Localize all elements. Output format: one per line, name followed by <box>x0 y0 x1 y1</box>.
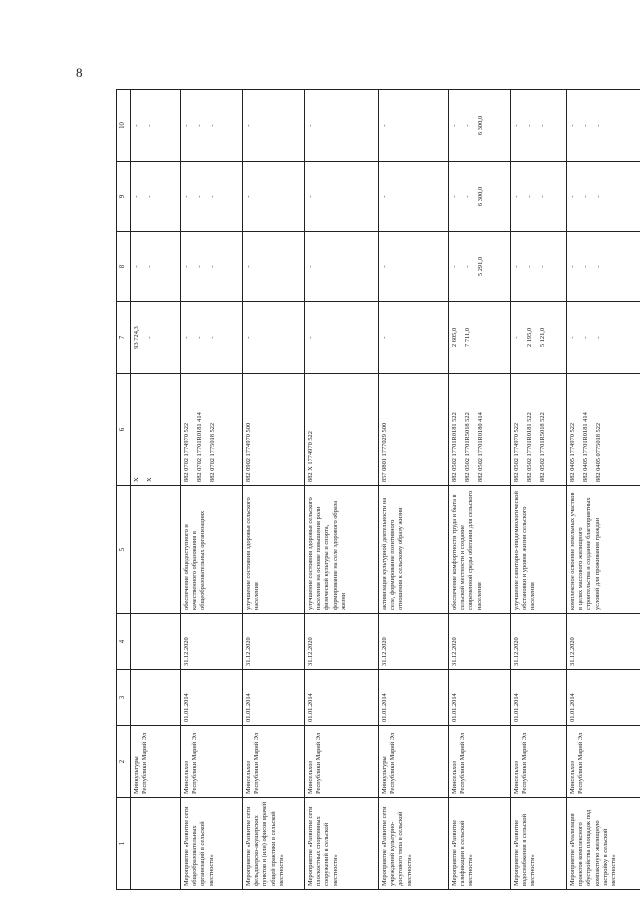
amount-2016-cell <box>379 162 449 232</box>
amount-value: - <box>582 124 590 127</box>
amount-2017-cell <box>243 90 305 162</box>
amount-value: - <box>381 124 388 127</box>
executor-cell: Минсельхоз Республики Марий Эл <box>243 726 305 798</box>
budget-code-cell <box>379 374 449 486</box>
expected-result-cell: улучшение состояния здоровья сельского населения на основе повышения роли физической культуры и спорта, формирование на селе здорового образа жизни <box>305 486 379 614</box>
table-row <box>181 90 243 890</box>
amount-value: - <box>209 195 217 198</box>
budget-code-cell <box>449 374 511 486</box>
start-date-cell: 01.01.2014 <box>511 670 567 726</box>
column-number: 8 <box>117 232 131 302</box>
end-date-cell: 31.12.2020 <box>379 614 449 670</box>
amount-value: 93 724,3 <box>133 326 140 349</box>
budget-code: 882 0502 1774970 522 <box>513 422 520 482</box>
budget-code-cell <box>181 374 243 486</box>
amount-value: - <box>245 265 252 268</box>
amount-2015-cell <box>379 232 449 302</box>
end-date-cell: 31.12.2020 <box>511 614 567 670</box>
amount-2016-cell <box>243 162 305 232</box>
amount-2014-cell <box>243 302 305 374</box>
amount-2017-cell <box>379 90 449 162</box>
column-number: 6 <box>117 374 131 486</box>
rotated-table-container <box>116 90 636 890</box>
amount-value: 2 605,0 <box>451 327 458 348</box>
amount-2014-cell <box>181 302 243 374</box>
budget-code: 882 0405 1774970 522 <box>569 422 576 482</box>
amount-2017-cell <box>449 90 511 162</box>
amount-value: - <box>146 195 154 198</box>
amount-value: - <box>513 265 520 268</box>
budget-code: 882 0902 1774970 500 <box>245 422 252 482</box>
budget-code: 882 0502 17701R5018 522 <box>539 412 547 482</box>
amount-value: - <box>569 265 576 268</box>
executor-cell: Минсельхоз Республики Марий Эл <box>511 726 567 798</box>
amount-2016-cell <box>131 162 181 232</box>
expected-result-cell: активизация культурной деятельности на селе, формирование позитивного отношения к сельскому образу жизни <box>379 486 449 614</box>
activity-name-cell: Мероприятие «Развитие сети фельдшерско-акушерских пунктов и (или) офисов врачей общей практики в сельской местности» <box>243 798 305 890</box>
amount-2016-cell <box>181 162 243 232</box>
amount-value: - <box>307 195 314 198</box>
column-number: 10 <box>117 90 131 162</box>
column-number: 3 <box>117 670 131 726</box>
executor-cell: Минкультуры Республики Марий Эл <box>131 726 181 798</box>
executor-cell: Минкультуры Республики Марий Эл <box>379 726 449 798</box>
column-number-row <box>117 90 131 890</box>
budget-code: 882 X 1774970 522 <box>307 431 314 482</box>
end-date-cell: 31.12.2020 <box>305 614 379 670</box>
amount-2014-cell <box>305 302 379 374</box>
amount-value: - <box>451 124 458 127</box>
amount-2017-cell <box>131 90 181 162</box>
budget-code: 882 0702 1775018 522 <box>209 422 217 482</box>
amount-value: - <box>595 336 603 339</box>
budget-code-cell <box>131 374 181 486</box>
table-row <box>379 90 449 890</box>
amount-value: - <box>582 265 590 268</box>
table-row <box>243 90 305 890</box>
table-row <box>305 90 379 890</box>
amount-value: - <box>451 265 458 268</box>
amount-value: - <box>595 265 603 268</box>
amount-value: - <box>464 124 472 127</box>
amount-value: - <box>526 195 534 198</box>
amount-value: - <box>569 124 576 127</box>
amount-value: - <box>133 195 140 198</box>
amount-value: - <box>381 336 388 339</box>
column-number: 7 <box>117 302 131 374</box>
amount-value: 5 121,0 <box>539 327 547 348</box>
expected-result-cell: улучшение состояния здоровья сельского населения <box>243 486 305 614</box>
start-date-cell: 01.01.2014 <box>379 670 449 726</box>
amount-value: - <box>513 195 520 198</box>
amount-value: 6 300,0 <box>477 186 485 207</box>
amount-2017-cell <box>567 90 640 162</box>
activity-name-cell: Мероприятие «Развитие сети общеобразовательных организаций в сельской местности» <box>181 798 243 890</box>
program-activities-table <box>116 89 640 890</box>
end-date-cell: 31.12.2020 <box>567 614 640 670</box>
column-number: 9 <box>117 162 131 232</box>
amount-value: - <box>245 336 252 339</box>
amount-value: - <box>183 124 190 127</box>
amount-value: - <box>595 124 603 127</box>
amount-value: - <box>183 195 190 198</box>
executor-cell: Минсельхоз Республики Марий Эл <box>181 726 243 798</box>
amount-value: - <box>146 124 154 127</box>
budget-code: 882 0502 17701R5018 522 <box>464 412 472 482</box>
amount-value: - <box>381 265 388 268</box>
table-row <box>131 90 181 890</box>
column-number: 2 <box>117 726 131 798</box>
activity-name-cell: Мероприятие «Развитие газификации в сельской местности» <box>449 798 511 890</box>
amount-value: - <box>245 195 252 198</box>
budget-code: 882 0405 17701R0181 414 <box>582 412 590 482</box>
amount-value: - <box>209 336 217 339</box>
expected-result-cell: обеспечение общедоступного и качественного образования в общеобразовательных организациях <box>181 486 243 614</box>
amount-2015-cell <box>131 232 181 302</box>
amount-value: - <box>196 265 204 268</box>
amount-value: - <box>569 195 576 198</box>
amount-2014-cell <box>511 302 567 374</box>
amount-2015-cell <box>181 232 243 302</box>
amount-value: - <box>183 336 190 339</box>
amount-value: - <box>582 195 590 198</box>
start-date-cell: 01.01.2014 <box>243 670 305 726</box>
amount-value: - <box>526 265 534 268</box>
amount-value: - <box>307 265 314 268</box>
amount-value: - <box>381 195 388 198</box>
amount-2015-cell <box>243 232 305 302</box>
amount-value: - <box>539 124 547 127</box>
end-date-cell: 31.12.2020 <box>181 614 243 670</box>
amount-2017-cell <box>305 90 379 162</box>
amount-value: - <box>196 336 204 339</box>
amount-2015-cell <box>449 232 511 302</box>
amount-value: - <box>196 124 204 127</box>
amount-value: 5 291,0 <box>477 256 485 277</box>
amount-value: - <box>209 265 217 268</box>
amount-value: - <box>209 124 217 127</box>
end-date-cell: 31.12.2020 <box>449 614 511 670</box>
amount-2015-cell <box>567 232 640 302</box>
start-date-cell: 01.01.2014 <box>181 670 243 726</box>
amount-value: 2 195,0 <box>526 327 534 348</box>
amount-value: - <box>582 336 590 339</box>
amount-value: - <box>513 336 520 339</box>
table-row <box>567 90 640 890</box>
amount-value: 7 711,0 <box>464 328 472 347</box>
amount-value: - <box>146 336 154 339</box>
activity-name-cell: Мероприятие «Развитие сети учреждений культурно-досугового типа в сельской местности» <box>379 798 449 890</box>
expected-result-cell: комплексное освоение земельных участков в целях массового жилищного строительства и создание благоприятных условий для проживания граждан <box>567 486 640 614</box>
executor-cell: Минсельхоз Республики Марий Эл <box>305 726 379 798</box>
column-number: 4 <box>117 614 131 670</box>
budget-code: 882 0702 17701R0181 414 <box>196 412 204 482</box>
amount-value: - <box>526 124 534 127</box>
budget-code: 882 0405 0775018 522 <box>595 422 603 482</box>
executor-cell: Минсельхоз Республики Марий Эл <box>449 726 511 798</box>
amount-value: - <box>539 195 547 198</box>
page-number: 8 <box>76 65 83 80</box>
table-row <box>449 90 511 890</box>
activity-name-cell: Мероприятие «Реализация проектов комплексного обустройства площадок под компактную жилищную застройку в сельской местности» <box>567 798 640 890</box>
start-date-cell: 01.01.2014 <box>567 670 640 726</box>
amount-value: 6 300,0 <box>477 115 485 136</box>
amount-value: - <box>307 124 314 127</box>
amount-value: - <box>146 265 154 268</box>
budget-code: 857 0801 1777029 500 <box>381 422 388 482</box>
start-date-cell: 01.01.2014 <box>305 670 379 726</box>
amount-2015-cell <box>511 232 567 302</box>
executor-cell: Минсельхоз Республики Марий Эл <box>567 726 640 798</box>
budget-code-cell <box>511 374 567 486</box>
end-date-cell <box>131 614 181 670</box>
expected-result-cell: обеспечение комфортности труда и быта в сельской местности и создание современной среды обитания для сельского населения <box>449 486 511 614</box>
budget-code: X <box>133 477 140 482</box>
amount-value: - <box>595 195 603 198</box>
column-number: 1 <box>117 798 131 890</box>
amount-2017-cell <box>181 90 243 162</box>
amount-value: - <box>196 195 204 198</box>
amount-2016-cell <box>449 162 511 232</box>
start-date-cell <box>131 670 181 726</box>
amount-2014-cell <box>449 302 511 374</box>
amount-2017-cell <box>511 90 567 162</box>
amount-2016-cell <box>305 162 379 232</box>
amount-2014-cell <box>131 302 181 374</box>
activity-name-cell <box>131 798 181 890</box>
amount-value: - <box>464 195 472 198</box>
expected-result-cell <box>131 486 181 614</box>
budget-code-cell <box>305 374 379 486</box>
amount-value: - <box>133 124 140 127</box>
amount-value: - <box>307 336 314 339</box>
budget-code-cell <box>243 374 305 486</box>
amount-2016-cell <box>567 162 640 232</box>
column-number: 5 <box>117 486 131 614</box>
amount-value: - <box>133 265 140 268</box>
amount-value: - <box>513 124 520 127</box>
amount-value: - <box>464 265 472 268</box>
amount-value: - <box>569 336 576 339</box>
amount-value: - <box>451 195 458 198</box>
budget-code: 882 0702 1774970 522 <box>183 422 190 482</box>
budget-code: 882 0502 17701R0180 414 <box>477 412 485 482</box>
amount-value: - <box>245 124 252 127</box>
budget-code-cell <box>567 374 640 486</box>
table-row <box>511 90 567 890</box>
end-date-cell: 31.12.2020 <box>243 614 305 670</box>
activity-name-cell: Мероприятие «Развитие водоснабжения в сельской местности» <box>511 798 567 890</box>
budget-code: X <box>146 477 154 482</box>
budget-code: 882 0502 17701R0181 522 <box>451 412 458 482</box>
amount-value: - <box>183 265 190 268</box>
amount-2014-cell <box>567 302 640 374</box>
activity-name-cell: Мероприятие «Развитие сети плоскостных спортивных сооружений в сельской местности» <box>305 798 379 890</box>
amount-2014-cell <box>379 302 449 374</box>
start-date-cell: 01.01.2014 <box>449 670 511 726</box>
amount-2016-cell <box>511 162 567 232</box>
expected-result-cell: улучшение санитарно-эпидемиологической обстановки и уровня жизни сельского населения <box>511 486 567 614</box>
amount-value: - <box>539 265 547 268</box>
table-body <box>117 90 640 890</box>
amount-2015-cell <box>305 232 379 302</box>
budget-code: 882 0502 17701R0181 522 <box>526 412 534 482</box>
